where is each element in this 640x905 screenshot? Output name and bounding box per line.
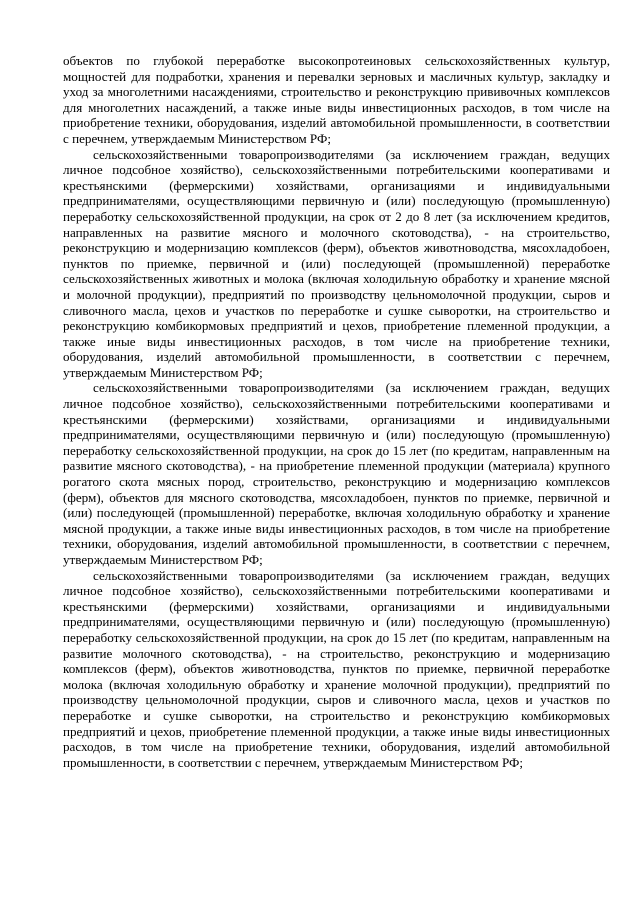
- document-page: [63, 53, 610, 770]
- paragraph-continuation: объектов по глубокой переработке высокопротеиновых сельскохозяйственных культур, мощностей для подработки, хранения и перевалки зерновых и масличных культур, закладку и уход за многолетними насаждениями, строительство и реконструкцию прививочных комплексов для многолетних насаждений, а также иные виды инвестиционных расходов, в том числе на приобретение техники, оборудования, изделий автомобильной промышленности, в соответствии с перечнем, утверждаемым Министерством РФ;: [63, 53, 610, 146]
- paragraph-item: сельскохозяйственными товаропроизводителями (за исключением граждан, ведущих личное подсобное хозяйство), сельскохозяйственными потребительскими кооперативами и крестьянскими (фермерскими) хозяйствами, организациями и индивидуальными предпринимателями, осуществляющими первичную и (или) последующую (промышленную) переработку сельскохозяйственной продукции, на срок до 15 лет (по кредитам, направленным на развитие мясного скотоводства), - на приобретение племенной продукции (материала) крупного рогатого скота мясных пород, строительство, реконструкцию и модернизацию комплексов (ферм), объектов для мясного скотоводства, мясохладобоен, пунктов по приемке, первичной и (или) последующей (промышленной) переработке, включая холодильную обработку и хранение мясной продукции, а также иные виды инвестиционных расходов, в том числе на приобретение техники, оборудования, изделий автомобильной промышленности, в соответствии с перечнем, утверждаемым Министерством РФ;: [63, 380, 610, 567]
- paragraph-item: сельскохозяйственными товаропроизводителями (за исключением граждан, ведущих личное подсобное хозяйство), сельскохозяйственными потребительскими кооперативами и крестьянскими (фермерскими) хозяйствами, организациями и индивидуальными предпринимателями, осуществляющими первичную и (или) последующую (промышленную) переработку сельскохозяйственной продукции, на срок от 2 до 8 лет (за исключением кредитов, направленных на развитие мясного и молочного скотоводства), - на строительство, реконструкцию и модернизацию комплексов (ферм), объектов животноводства, мясохладобоен, пунктов по приемке, первичной и (или) последующей (промышленной) переработке сельскохозяйственных животных и молока (включая холодильную обработку и хранение мясной и молочной продукции), предприятий по производству цельномолочной продукции, сыров и сливочного масла, цехов и участков по переработке и сушке сыворотки, на строительство и реконструкцию комбикормовых предприятий и цехов, приобретение племенной продукции, а также иные виды инвестиционных расходов, в том числе на приобретение техники, оборудования, изделий автомобильной промышленности, в соответствии с перечнем, утверждаемым Министерством РФ;: [63, 146, 610, 380]
- paragraph-item: сельскохозяйственными товаропроизводителями (за исключением граждан, ведущих личное подсобное хозяйство), сельскохозяйственными потребительскими кооперативами и крестьянскими (фермерскими) хозяйствами, организациями и индивидуальными предпринимателями, осуществляющими первичную и (или) последующую (промышленную) переработку сельскохозяйственной продукции, на срок до 15 лет (по кредитам, направленным на развитие молочного скотоводства), - на строительство, реконструкцию и модернизацию комплексов (ферм), объектов животноводства, пунктов по приемке, первичной переработке молока (включая холодильную обработку и хранение молочной продукции), предприятий по производству цельномолочной продукции, сыров и сливочного масла, цехов и участков по переработке и сушке сыворотки, на строительство и реконструкцию комбикормовых предприятий и цехов, приобретение племенной продукции, а также иные виды инвестиционных расходов, в том числе на приобретение техники, оборудования, изделий автомобильной промышленности, в соответствии с перечнем, утверждаемым Министерством РФ;: [63, 567, 610, 770]
